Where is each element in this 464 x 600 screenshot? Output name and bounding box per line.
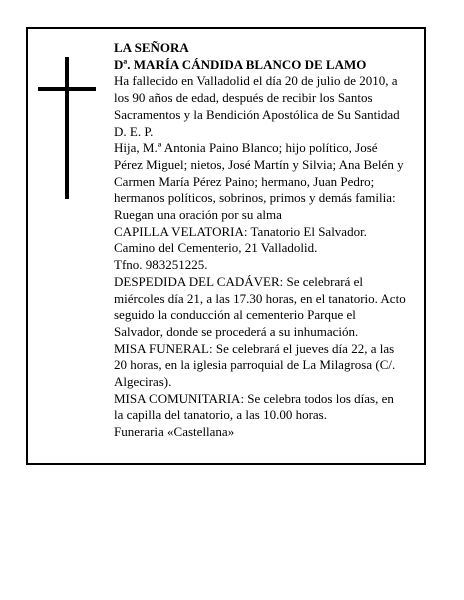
notice-line: Hija, M.ª Antonia Paino Blanco; hijo político, José xyxy=(114,140,378,156)
notice-line: Ha fallecido en Valladolid el día 20 de julio de 2010, a xyxy=(114,73,398,89)
notice-line: MISA FUNERAL: Se celebrará el jueves día 22, a las xyxy=(114,340,395,356)
cross-vertical-bar xyxy=(65,57,69,199)
notice-line: Camino del Cementerio, 21 Valladolid. xyxy=(114,240,318,256)
notice-line: los 90 años de edad, después de recibir los Santos xyxy=(114,90,373,106)
cross-horizontal-bar xyxy=(38,87,96,91)
cross-icon xyxy=(38,57,96,199)
notice-line: Sacramentos y la Bendición Apostólica de Su Santidad xyxy=(114,106,400,122)
notice-line: 20 horas, en la iglesia parroquial de La Milagrosa (C/. xyxy=(114,357,396,373)
notice-line: Tfno. 983251225. xyxy=(114,257,208,273)
obituary-notice xyxy=(26,27,426,465)
notice-line: Carmen María Pérez Paino; hermano, Juan Pedro; xyxy=(114,173,375,189)
notice-line: DESPEDIDA DEL CADÁVER: Se celebrará el xyxy=(114,273,363,289)
notice-line: la capilla del tanatorio, a las 10.00 horas. xyxy=(114,407,327,423)
notice-line: MISA COMUNITARIA: Se celebra todos los días, en xyxy=(114,390,394,406)
deceased-name: Dª. MARÍA CÁNDIDA BLANCO DE LAMO xyxy=(114,56,367,72)
notice-line: D. E. P. xyxy=(114,123,154,139)
notice-line: Ruegan una oración por su alma xyxy=(114,207,282,223)
notice-line: Salvador, donde se procederá a su inhumación. xyxy=(114,323,359,339)
funeral-home: Funeraria «Castellana» xyxy=(114,424,235,440)
notice-line: Algeciras). xyxy=(114,374,172,390)
notice-line: Pérez Miguel; nietos, José Martín y Silvia; Ana Belén y xyxy=(114,156,404,172)
notice-line: seguido la conducción al cementerio Parque el xyxy=(114,307,356,323)
notice-heading: LA SEÑORA xyxy=(114,40,189,55)
notice-line: hermanos políticos, sobrinos, primos y demás familia: xyxy=(114,190,396,206)
notice-line: miércoles día 21, a las 17.30 horas, en el tanatorio. Acto xyxy=(114,290,406,306)
notice-text xyxy=(114,40,420,441)
notice-line: CAPILLA VELATORIA: Tanatorio El Salvador. xyxy=(114,223,367,239)
